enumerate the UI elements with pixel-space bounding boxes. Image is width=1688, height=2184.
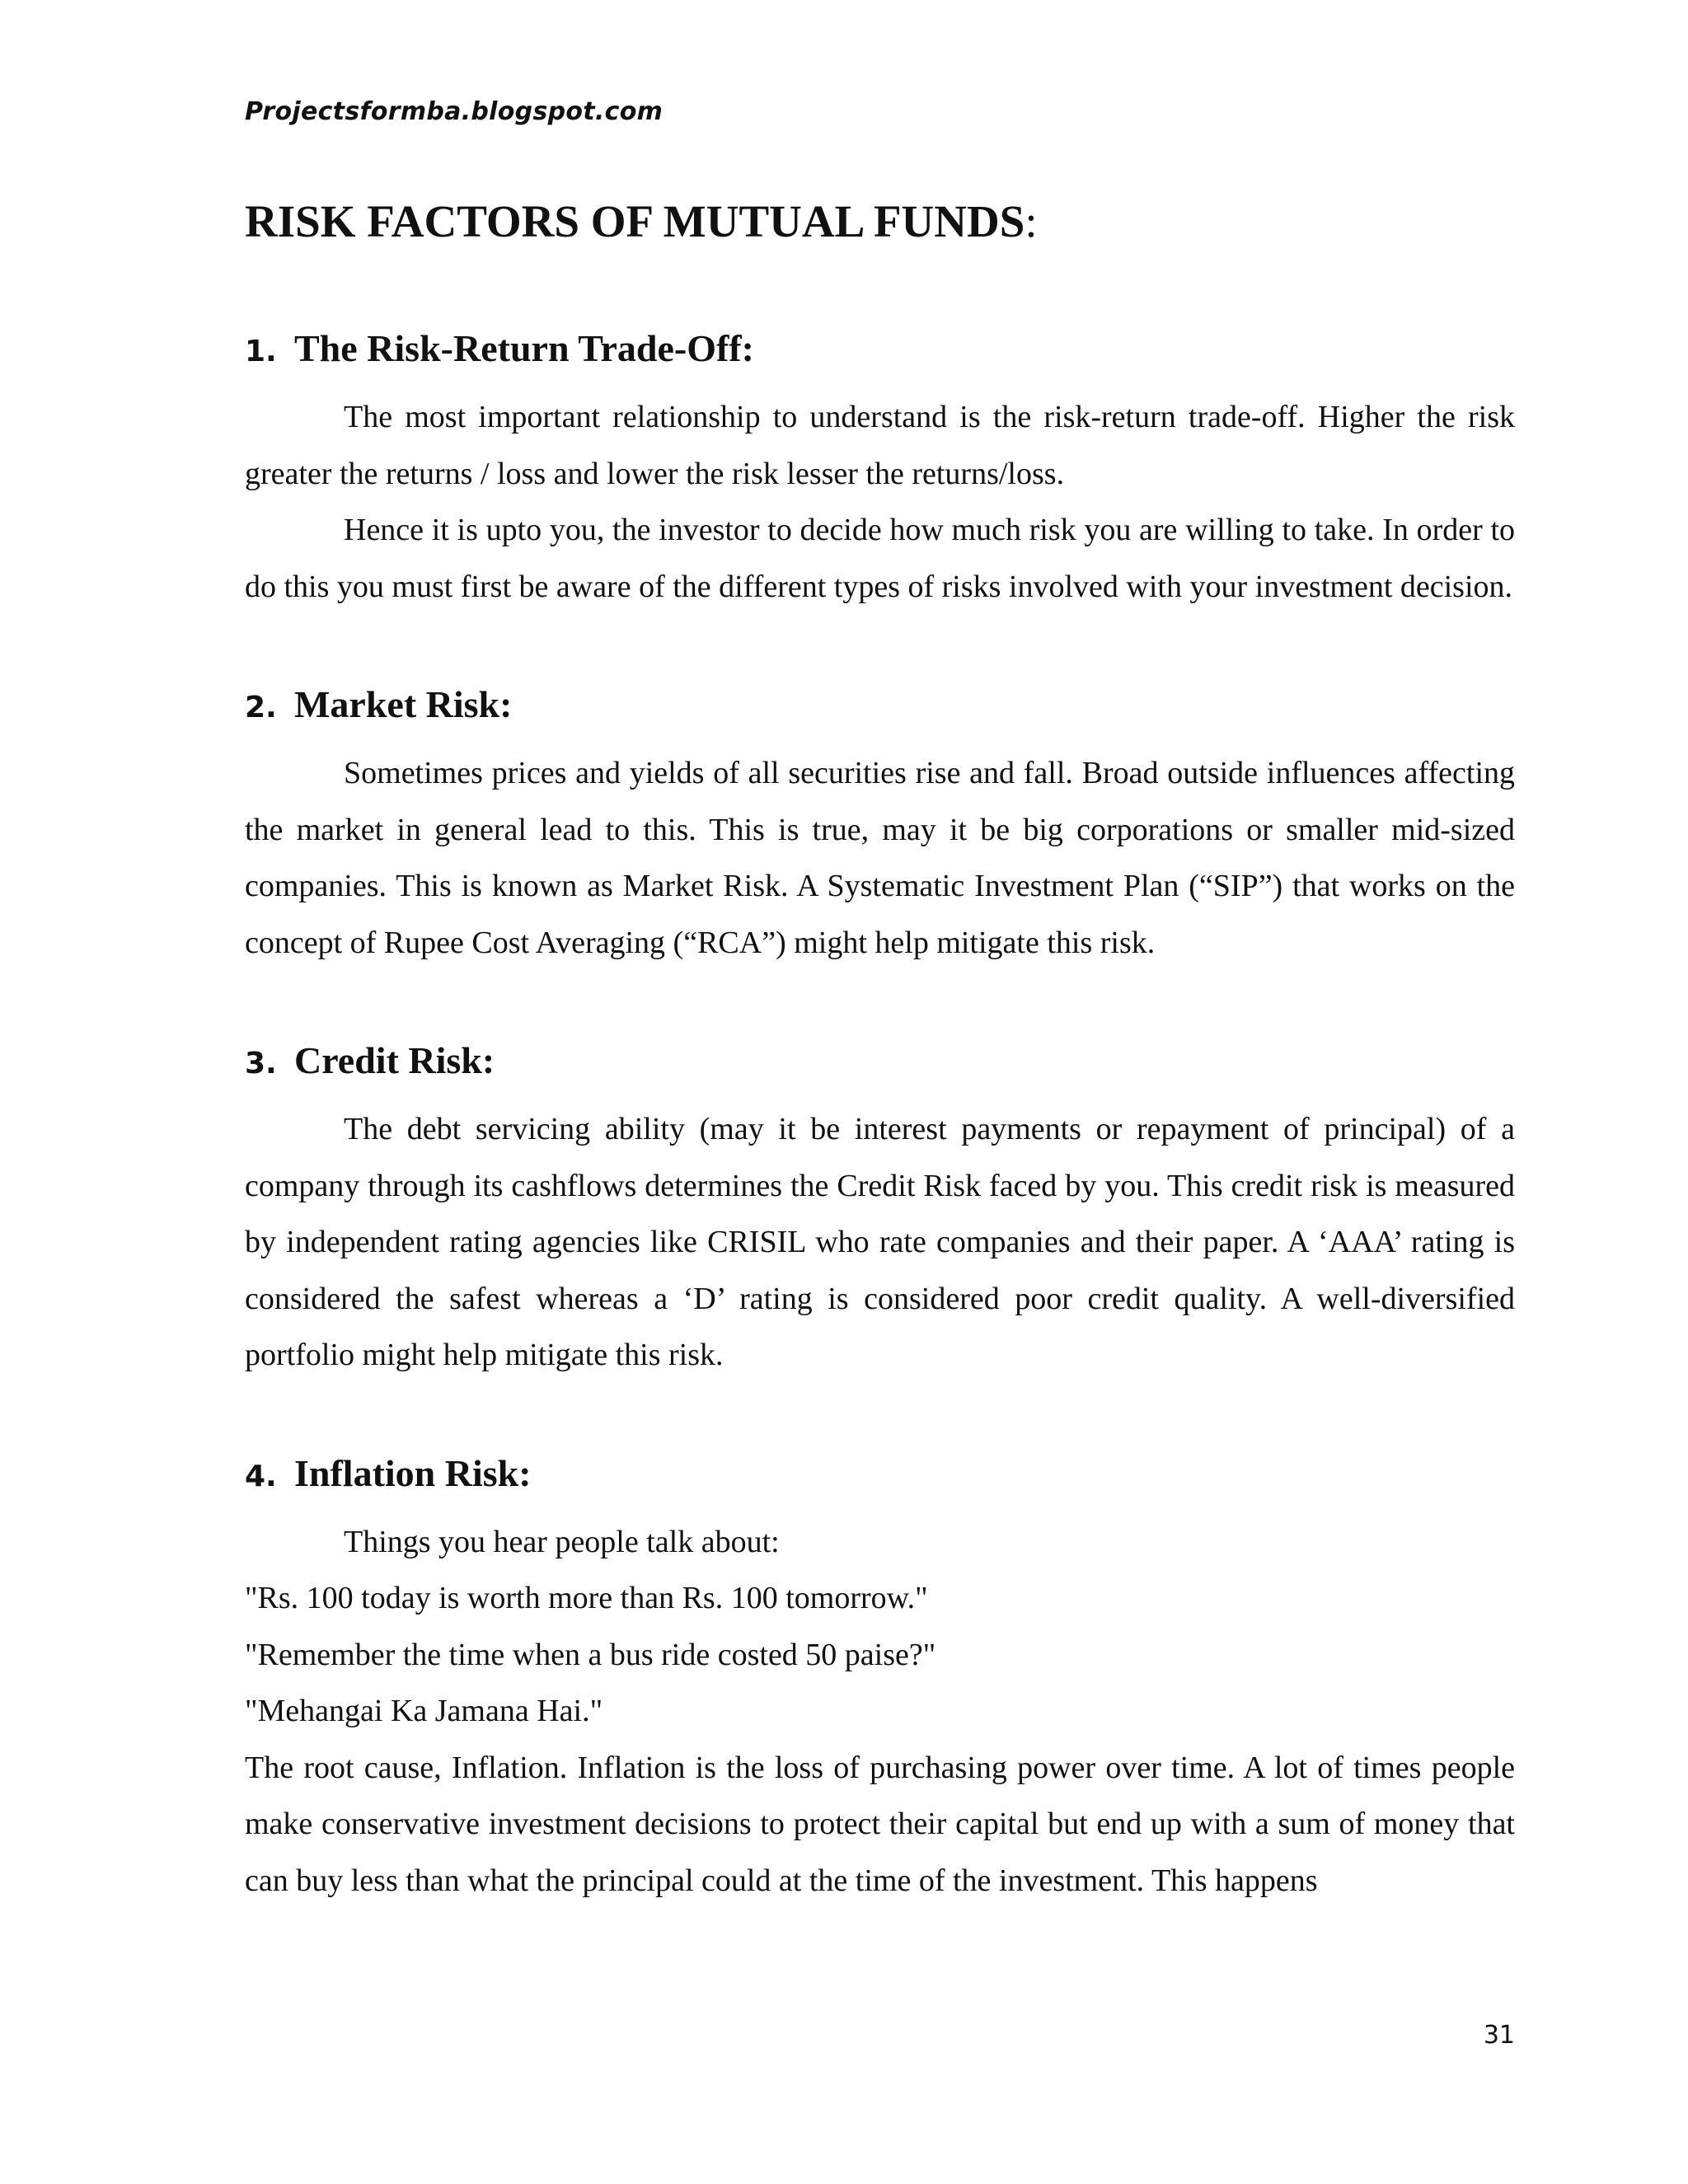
section-heading-text: Inflation Risk: (294, 1451, 532, 1494)
section-heading-text: The Risk-Return Trade-Off: (294, 327, 754, 369)
page-title-colon: : (1025, 196, 1038, 246)
paragraph: The debt servicing ability (may it be interest payments or repayment of principal) of a company through its cashflows determines the Credit Risk faced by you. This credit risk is measured by independent rating agencies like CRISIL who rate companies and their paper. A ‘AAA’ rating is considered the safest whereas a ‘D’ rating is considered poor credit quality. A well-diversified portfolio might help mitigate this risk. (245, 1112, 1515, 1372)
page-header: Projectsformba.blogspot.com (245, 97, 663, 126)
document-body (245, 320, 1515, 1970)
page-number: 31 (1483, 2021, 1515, 2050)
paragraph: The most important relationship to understand is the risk-return trade-off. Higher the risk greater the returns / loss and lower the risk lesser the returns/loss. (245, 400, 1515, 491)
section-number: 1. (245, 335, 277, 368)
paragraph: Hence it is upto you, the investor to decide how much risk you are willing to take. In order to do this you must first be aware of the different types of risks involved with your investment decision. (245, 513, 1515, 604)
section-number: 4. (245, 1459, 277, 1493)
section-number: 2. (245, 691, 277, 724)
paragraph: The root cause, Inflation. Inflation is the loss of purchasing power over time. A lot of times people make conservative investment decisions to protect their capital but end up with a sum of money that can buy less than what the principal could at the time of the investment. This happens (245, 1750, 1515, 1898)
section-heading (245, 676, 1515, 737)
section-risk-return (245, 320, 1515, 615)
page-title-text: RISK FACTORS OF MUTUAL FUNDS (245, 196, 1025, 246)
section-credit-risk (245, 1032, 1515, 1384)
page-title (245, 194, 1038, 249)
section-market-risk (245, 676, 1515, 971)
paragraph: Things you hear people talk about: (344, 1524, 780, 1559)
section-heading (245, 1032, 1515, 1093)
paragraph: Sometimes prices and yields of all securities rise and fall. Broad outside influences affecting the market in general lead to this. This is true, may it be big corporations or smaller mid-sized companies. This is known as Market Risk. A Systematic Investment Plan (“SIP”) that works on the concept of Rupee Cost Averaging (“RCA”) might help mitigate this risk. (245, 756, 1515, 960)
quote-line: "Remember the time when a bus ride costed 50 paise?" (245, 1637, 936, 1672)
quote-line: "Rs. 100 today is worth more than Rs. 100 tomorrow." (245, 1581, 928, 1615)
section-inflation-risk (245, 1445, 1515, 1910)
section-heading-text: Credit Risk: (294, 1039, 495, 1081)
section-heading (245, 1445, 1515, 1506)
section-heading (245, 320, 1515, 381)
quote-line: "Mehangai Ka Jamana Hai." (245, 1694, 603, 1728)
section-number: 3. (245, 1047, 277, 1080)
section-heading-text: Market Risk: (294, 683, 513, 725)
